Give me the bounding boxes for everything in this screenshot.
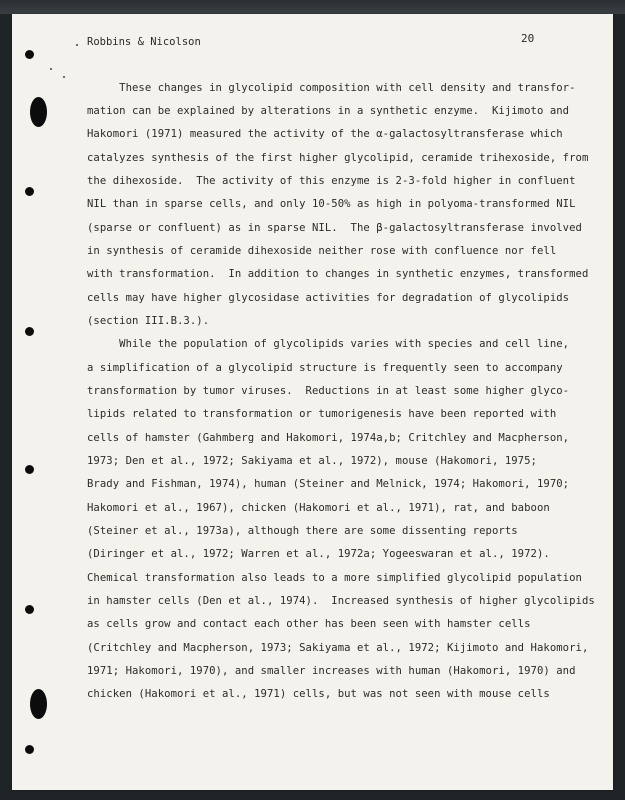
text-line: (Diringer et al., 1972; Warren et al., 1972a; Yogeeswaran et al., 1972).: [87, 548, 550, 560]
stray-mark: [63, 76, 65, 78]
text-line: with transformation. In addition to changes in synthetic enzymes, transformed: [87, 268, 589, 280]
text-line: chicken (Hakomori et al., 1971) cells, but was not seen with mouse cells: [87, 688, 550, 700]
stray-mark: [50, 68, 52, 70]
text-line: Hakomori (1971) measured the activity of the α-galactosyltransferase which: [87, 128, 563, 140]
text-line: (sparse or confluent) as in sparse NIL. The β-galactosyltransferase involved: [87, 222, 582, 234]
text-line: 1973; Den et al., 1972; Sakiyama et al., 1972), mouse (Hakomori, 1975;: [87, 455, 537, 467]
text-line: While the population of glycolipids varies with species and cell line,: [87, 338, 570, 350]
binder-hole: [25, 327, 34, 336]
binder-hole: [25, 50, 34, 59]
text-line: These changes in glycolipid composition with cell density and transfor-: [87, 82, 576, 94]
scanner-background-top: [0, 0, 625, 14]
stray-mark: [76, 44, 78, 46]
binder-hole: [25, 187, 34, 196]
text-line: lipids related to transformation or tumorigenesis have been reported with: [87, 408, 557, 420]
text-line: Brady and Fishman, 1974), human (Steiner and Melnick, 1974; Hakomori, 1970;: [87, 478, 570, 490]
text-line: a simplification of a glycolipid structure is frequently seen to accompany: [87, 362, 563, 374]
binder-hole-large: [30, 97, 47, 127]
text-line: Chemical transformation also leads to a more simplified glycolipid population: [87, 572, 582, 584]
text-line: as cells grow and contact each other has been seen with hamster cells: [87, 618, 531, 630]
text-line: cells may have higher glycosidase activities for degradation of glycolipids: [87, 292, 570, 304]
text-line: NIL than in sparse cells, and only 10-50% as high in polyoma-transformed NIL: [87, 198, 576, 210]
text-line: Hakomori et al., 1967), chicken (Hakomori et al., 1971), rat, and baboon: [87, 502, 550, 514]
text-line: transformation by tumor viruses. Reductions in at least some higher glyco-: [87, 385, 570, 397]
text-line: cells of hamster (Gahmberg and Hakomori, 1974a,b; Critchley and Macpherson,: [87, 432, 570, 444]
text-line: the dihexoside. The activity of this enzyme is 2-3-fold higher in confluent: [87, 175, 576, 187]
binder-hole: [25, 465, 34, 474]
binder-hole-large: [30, 689, 47, 719]
text-line: mation can be explained by alterations in a synthetic enzyme. Kijimoto and: [87, 105, 570, 117]
text-line: (Critchley and Macpherson, 1973; Sakiyama et al., 1972; Kijimoto and Hakomori,: [87, 642, 589, 654]
text-line: in synthesis of ceramide dihexoside neither rose with confluence nor fell: [87, 245, 557, 257]
text-line: 1971; Hakomori, 1970), and smaller increases with human (Hakomori, 1970) and: [87, 665, 576, 677]
text-line: catalyzes synthesis of the first higher glycolipid, ceramide trihexoside, from: [87, 152, 589, 164]
text-line: in hamster cells (Den et al., 1974). Increased synthesis of higher glycolipids: [87, 595, 595, 607]
text-line: (Steiner et al., 1973a), although there are some dissenting reports: [87, 525, 518, 537]
binder-hole: [25, 605, 34, 614]
running-head: Robbins & Nicolson: [87, 36, 201, 48]
text-line: (section III.B.3.).: [87, 315, 210, 327]
binder-hole: [25, 745, 34, 754]
page-number: 20: [521, 32, 535, 45]
